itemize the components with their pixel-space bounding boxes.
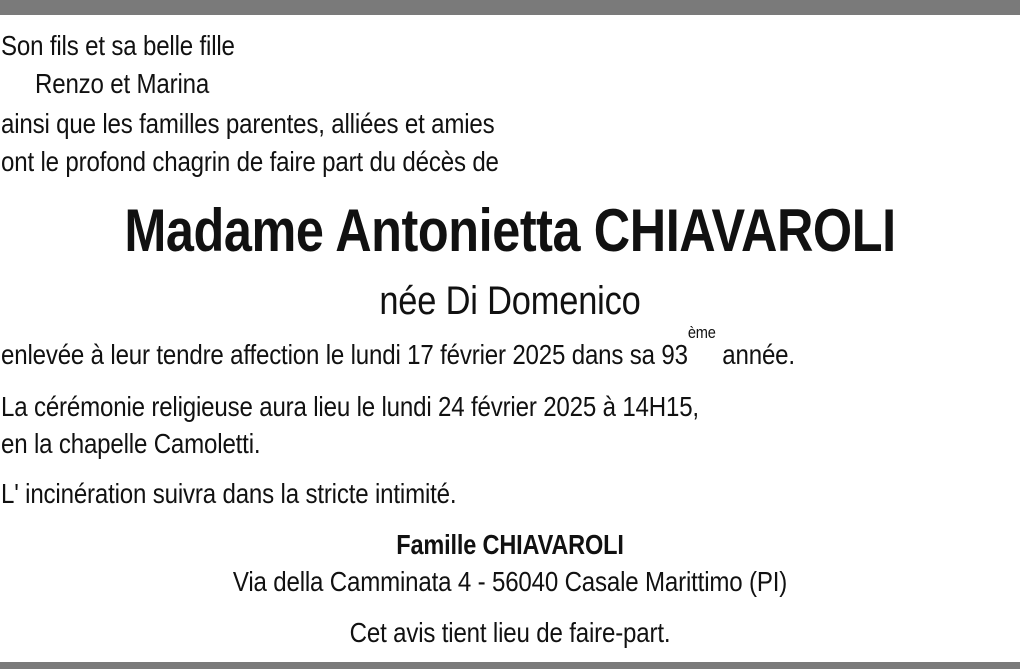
death-line <box>1 323 795 373</box>
intro-line-2: Renzo et Marina <box>35 68 210 99</box>
incineration-line: L' incinération suivra dans la stricte intimité. <box>1 478 457 509</box>
family-address: Via della Camminata 4 - 56040 Casale Marittimo (PI) <box>232 566 788 597</box>
maiden-name: née Di Domenico <box>379 279 641 323</box>
deceased-name: Madame Antonietta CHIAVAROLI <box>124 197 896 264</box>
notice-text: Cet avis tient lieu de faire-part. <box>349 617 671 648</box>
intro-line-4: ont le profond chagrin de faire part du décès de <box>1 146 499 177</box>
death-line-superscript: ème <box>687 323 716 342</box>
bottom-divider <box>0 662 1020 669</box>
intro-line-1: Son fils et sa belle fille <box>1 30 235 61</box>
ceremony-line-2: en la chapelle Camoletti. <box>1 428 261 459</box>
family-name: Famille CHIAVAROLI <box>396 529 624 560</box>
death-line-text: enlevée à leur tendre affection le lundi 17 février 2025 dans sa 93 <box>1 339 688 370</box>
death-line-ending: année. <box>715 339 795 370</box>
ceremony-line-1: La cérémonie religieuse aura lieu le lundi 24 février 2025 à 14H15, <box>1 391 699 422</box>
intro-line-3: ainsi que les familles parentes, alliées et amies <box>1 108 495 139</box>
